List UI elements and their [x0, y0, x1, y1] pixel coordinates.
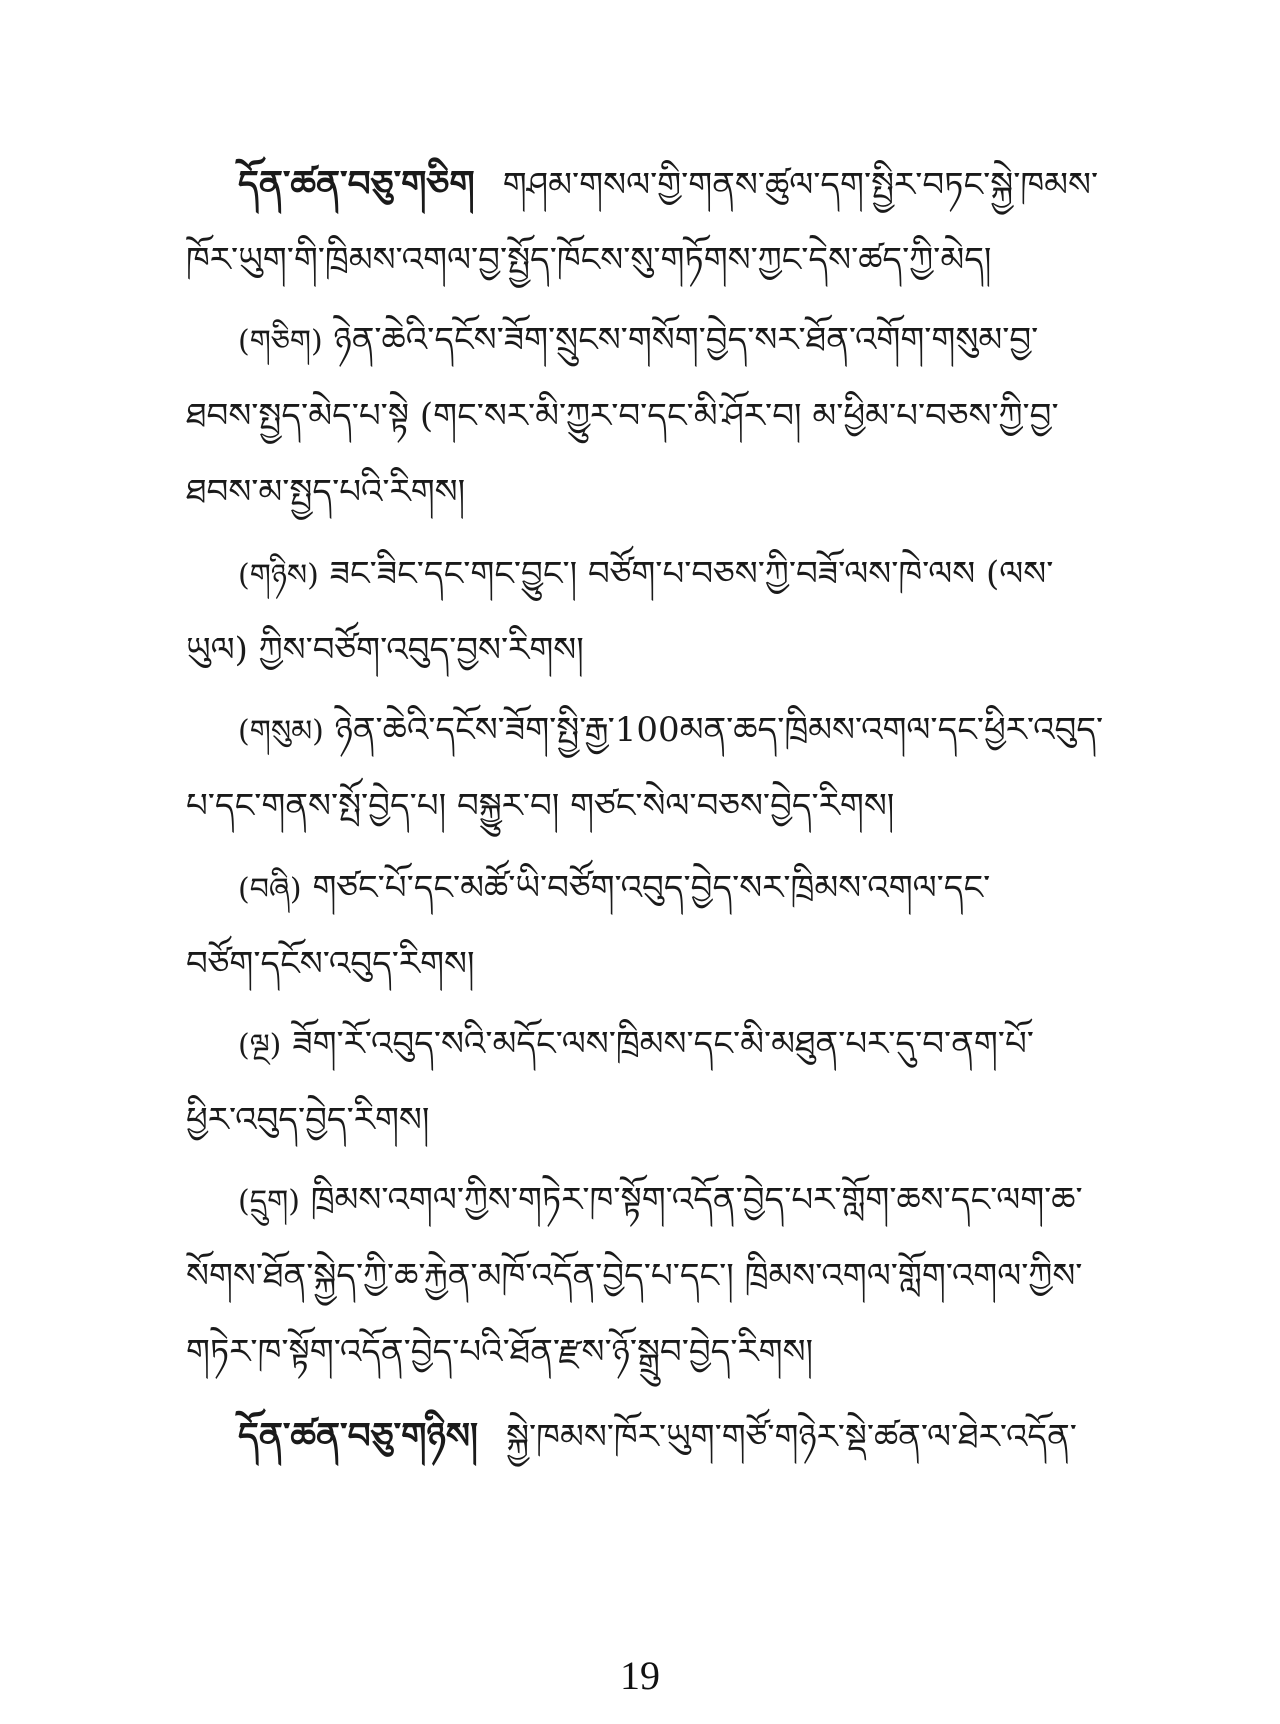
list-item-2	[186, 536, 1086, 688]
section-11-paragraph	[186, 146, 1099, 298]
section-11-text-line2: ཁོར་ཡུག་གི་ཁྲིམས་འགལ་བྱ་སྤྱོད་ཁོངས་སུ་གཏོགས་ཀྱང་དེས་ཚད་ཀྱི་མེད།	[186, 240, 992, 280]
item-6-line3: གཏེར་ཁ་སྟོག་འདོན་བྱེད་པའི་ཐོན་རྫས་ཉོ་སྒྲུབ་བྱེད་རིགས།	[186, 1332, 814, 1372]
item-1-line2: ཐབས་སྤྱད་མེད་པ་སྟེ (གང་སར་མི་ཀྱུར་བ་དང་མི་ཤོར་བ། མ་ཕྱིམ་པ་བཅས་ཀྱི་བྱ་	[186, 396, 1059, 436]
section-12-heading: དོན་ཚན་བཅུ་གཉིས།	[238, 1415, 479, 1457]
item-6-line2: སོགས་ཐོན་སྐྱེད་ཀྱི་ཆ་རྐྱེན་མཁོ་འདོན་བྱེད་པ་དང་། ཁྲིམས་འགལ་གློག་འགལ་ཀྱིས་	[186, 1256, 1083, 1296]
item-1-label: (གཅིག)	[238, 324, 323, 359]
item-4-line1: གཙང་པོ་དང་མཚོ་ཡི་བཙོག་འབུད་བྱེད་སར་ཁྲིམས་འགལ་དང་	[312, 868, 991, 908]
item-6-line1: ཁྲིམས་འགལ་ཀྱིས་གཏེར་ཁ་སྟོག་འདོན་བྱེད་པར་གློག་ཆས་དང་ལག་ཆ་	[310, 1180, 1083, 1220]
item-2-label: (གཉིས)	[238, 558, 319, 593]
list-item-3	[186, 692, 1104, 844]
item-2-line2: ཡུལ) ཀྱིས་བཙོག་འབུད་བྱས་རིགས།	[186, 630, 584, 670]
item-3-line1: ཉེན་ཆེའི་དངོས་ཟོག་སྤྱི་རྒྱ་100མན་ཆད་ཁྲིམས་འགལ་དང་ཕྱིར་འབུད་	[334, 710, 1104, 750]
list-item-4	[186, 850, 1086, 1002]
page-number: 19	[620, 1653, 660, 1698]
item-1-line1: ཉེན་ཆེའི་དངོས་ཟོག་སྲུངས་གསོག་བྱེད་སར་ཐོན་འགོག་གསུམ་བྱ་	[333, 320, 1039, 360]
item-2-line1: ཟང་ཟིང་དང་གང་བྱུང་། བཙོག་པ་བཅས་ཀྱི་བཟོ་ལས་ཁེ་ལས (ལས་	[329, 554, 1054, 594]
section-11-heading: དོན་ཚན་བཅུ་གཅིག	[238, 163, 475, 205]
list-item-6	[186, 1162, 1086, 1390]
item-5-label: (ལྔ)	[238, 1028, 282, 1063]
section-12-paragraph	[186, 1398, 1086, 1474]
list-item-5	[186, 1006, 1086, 1158]
section-12-text-line1: སྐྱེ་ཁམས་ཁོར་ཡུག་གཙོ་གཉེར་སྡེ་ཚན་ལ་ཐེར་འདོན་	[506, 1417, 1077, 1457]
item-4-label: (བཞི)	[238, 872, 302, 907]
item-3-line2: པ་དང་གནས་སྤོ་བྱེད་པ། བསྐྱུར་བ། གཙང་སེལ་བཅས་བྱེད་རིགས།	[186, 786, 895, 826]
item-1-line3: ཐབས་མ་སྤྱད་པའི་རིགས།	[186, 472, 466, 512]
list-item-1	[186, 302, 1086, 530]
item-6-label: (དྲུག)	[238, 1184, 300, 1219]
item-4-line2: བཙོག་དངོས་འབུད་རིགས།	[186, 944, 475, 984]
item-5-line2: ཕྱིར་འབུད་བྱེད་རིགས།	[186, 1100, 430, 1140]
item-5-line1: ཟོག་རོ་འབུད་སའི་མདོང་ལས་ཁྲིམས་དང་མི་མཐུན་པར་དུ་བ་ནག་པོ་	[292, 1024, 1034, 1064]
item-3-label: (གསུམ)	[238, 714, 324, 749]
section-11-text-line1: གཤམ་གསལ་གྱི་གནས་ཚུལ་དག་སྤྱིར་བཏང་སྐྱེ་ཁམས་	[502, 165, 1099, 205]
